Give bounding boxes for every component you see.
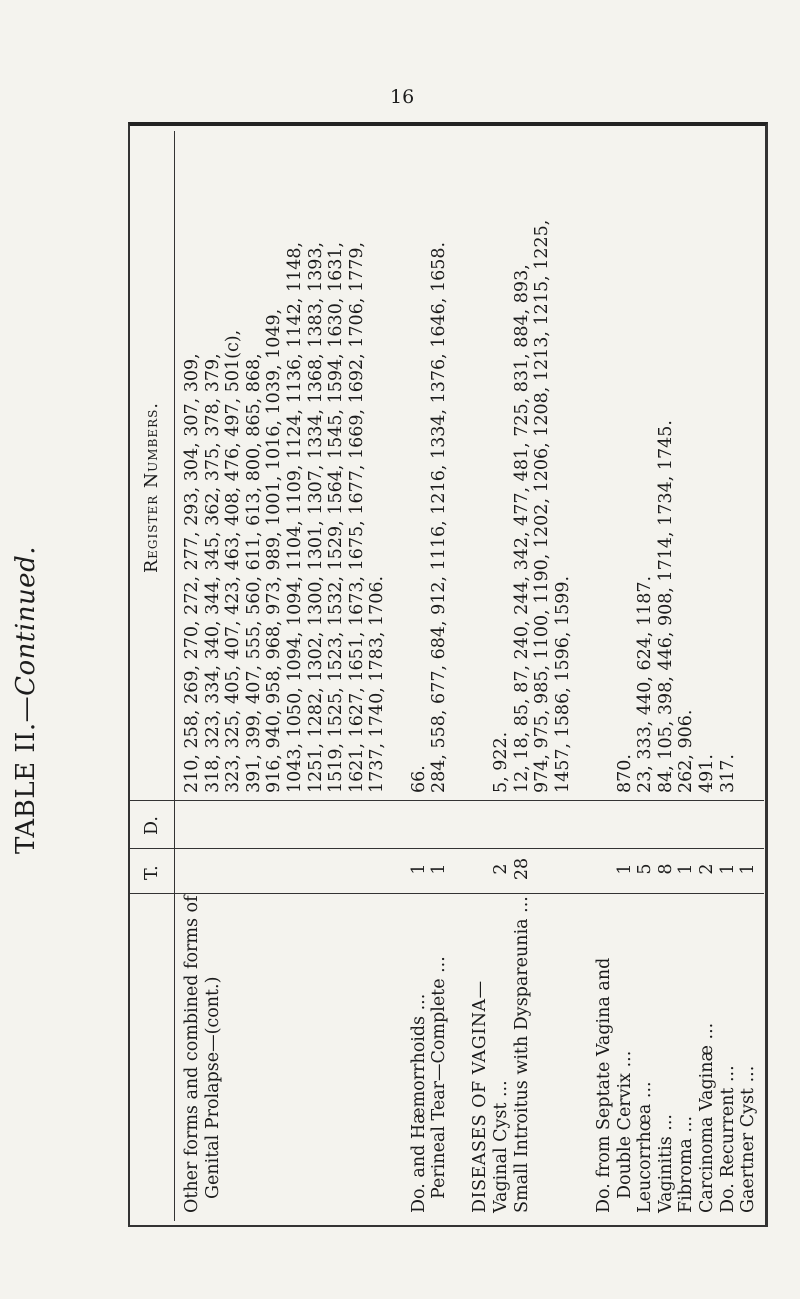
page-number: 16 bbox=[390, 86, 415, 108]
table-title-main: TABLE II.— bbox=[11, 695, 41, 854]
row-register-numbers: 491. bbox=[697, 754, 717, 793]
table-row bbox=[491, 131, 511, 1221]
row-t-count: 28 bbox=[511, 857, 532, 881]
table-row bbox=[182, 131, 202, 1221]
table-row bbox=[697, 131, 717, 1221]
table-row bbox=[532, 131, 552, 1221]
row-register-numbers: 84, 105, 398, 446, 908, 1714, 1734, 1745. bbox=[655, 420, 676, 793]
row-label: Leucorrhœa ... bbox=[635, 1081, 656, 1213]
row-register-numbers: 210, 258, 269, 270, 272, 277, 293, 304, 307, 309, bbox=[182, 353, 202, 793]
row-register-numbers: 1519, 1525, 1523, 1532, 1529, 1564, 1545, 1594, 1630, 1631, bbox=[326, 241, 347, 793]
row-label: Vaginitis ... bbox=[655, 1114, 676, 1213]
table-row bbox=[718, 131, 738, 1221]
header-t: T. bbox=[142, 865, 162, 880]
row-label: Double Cervix ... bbox=[614, 1050, 635, 1199]
row-t-count: 1 bbox=[614, 863, 635, 875]
row-register-numbers: 323, 325, 405, 407, 423, 463, 408, 476, 497, 501(c), bbox=[223, 329, 244, 793]
table-row bbox=[409, 131, 429, 1221]
row-t-count: 1 bbox=[738, 863, 759, 875]
row-register-numbers: 12, 18, 85, 87, 240, 244, 342, 477, 481, 725, 831, 884, 893, bbox=[511, 264, 532, 793]
row-register-numbers: 870. bbox=[614, 754, 635, 793]
table-row bbox=[635, 131, 655, 1221]
row-register-numbers: 1251, 1282, 1302, 1300, 1301, 1307, 1334, 1368, 1383, 1393, bbox=[305, 241, 326, 793]
row-t-count: 1 bbox=[429, 863, 450, 875]
row-t-count: 8 bbox=[655, 863, 676, 875]
table-row bbox=[367, 131, 387, 1221]
table-row bbox=[573, 131, 593, 1221]
table-row bbox=[738, 131, 758, 1221]
row-label: Genital Prolapse—(cont.) bbox=[202, 976, 223, 1199]
row-register-numbers: 66. bbox=[408, 765, 429, 793]
table-row bbox=[512, 131, 532, 1221]
row-label: Other forms and combined forms of bbox=[182, 895, 202, 1213]
row-label: Gaertner Cyst ... bbox=[738, 1065, 759, 1213]
table-header bbox=[130, 131, 175, 1221]
row-label: Vaginal Cyst ... bbox=[491, 1080, 511, 1213]
table-row bbox=[615, 131, 635, 1221]
table-title-continued: Continued. bbox=[11, 546, 41, 696]
row-register-numbers: 1043, 1050, 1094, 1094, 1104, 1109, 1124, 1136, 1142, 1148, bbox=[285, 241, 305, 793]
table-title bbox=[11, 546, 41, 854]
table-row bbox=[306, 131, 326, 1221]
row-register-numbers: 262, 906. bbox=[676, 709, 697, 793]
row-label: Do. and Hæmorrhoids ... bbox=[408, 993, 429, 1213]
row-t-count: 1 bbox=[408, 863, 429, 875]
table-row bbox=[244, 131, 264, 1221]
row-register-numbers: 284, 558, 677, 684, 912, 1116, 1216, 1334, 1376, 1646, 1658. bbox=[429, 241, 450, 793]
row-label: Perineal Tear—Complete ... bbox=[429, 956, 450, 1199]
row-label: DISEASES OF VAGINA— bbox=[470, 980, 491, 1213]
row-t-count: 5 bbox=[635, 863, 656, 875]
table-row bbox=[388, 131, 408, 1221]
table-row bbox=[470, 131, 490, 1221]
row-label: Fibroma ... bbox=[676, 1115, 697, 1213]
header-d: D. bbox=[142, 816, 162, 835]
table-row bbox=[676, 131, 696, 1221]
row-register-numbers: 391, 399, 407, 555, 560, 611, 613, 800, 865, 868, bbox=[243, 353, 264, 793]
row-label: Do. from Septate Vagina and bbox=[594, 957, 614, 1213]
table-row bbox=[429, 131, 449, 1221]
table-row bbox=[203, 131, 223, 1221]
table-row bbox=[553, 131, 573, 1221]
row-t-count: 1 bbox=[676, 863, 697, 875]
row-register-numbers: 1621, 1627, 1651, 1673, 1675, 1677, 1669, 1692, 1706, 1779, bbox=[346, 241, 367, 793]
row-register-numbers: 1457, 1586, 1596, 1599. bbox=[552, 575, 573, 793]
row-t-count: 1 bbox=[717, 863, 738, 875]
row-t-count: 2 bbox=[491, 863, 511, 875]
row-register-numbers: 23, 333, 440, 624, 1187. bbox=[635, 575, 656, 793]
row-register-numbers: 974, 975, 985, 1100, 1190, 1202, 1206, 1208, 1213, 1215, 1225, bbox=[532, 219, 553, 793]
register-table bbox=[130, 131, 764, 1221]
table-row bbox=[594, 131, 614, 1221]
table-row bbox=[326, 131, 346, 1221]
table-row bbox=[347, 131, 367, 1221]
row-label: Carcinoma Vaginæ ... bbox=[697, 1022, 717, 1213]
table-row bbox=[285, 131, 305, 1221]
row-register-numbers: 1737, 1740, 1783, 1706. bbox=[367, 575, 388, 793]
row-label: Do. Recurrent ... bbox=[717, 1065, 738, 1213]
row-register-numbers: 317. bbox=[717, 754, 738, 793]
row-register-numbers: 318, 323, 334, 340, 344, 345, 362, 375, 378, 379, bbox=[202, 353, 223, 793]
header-register-numbers: Register Numbers. bbox=[142, 402, 162, 573]
table-row bbox=[223, 131, 243, 1221]
table-row bbox=[656, 131, 676, 1221]
table-row bbox=[450, 131, 470, 1221]
row-register-numbers: 916, 940, 958, 968, 973, 989, 1001, 1016, 1039, 1049, bbox=[264, 308, 285, 793]
row-t-count: 2 bbox=[697, 863, 717, 875]
row-label: Small Introitus with Dyspareunia ... bbox=[511, 896, 532, 1213]
row-register-numbers: 5, 922. bbox=[491, 731, 511, 793]
table-row bbox=[264, 131, 284, 1221]
